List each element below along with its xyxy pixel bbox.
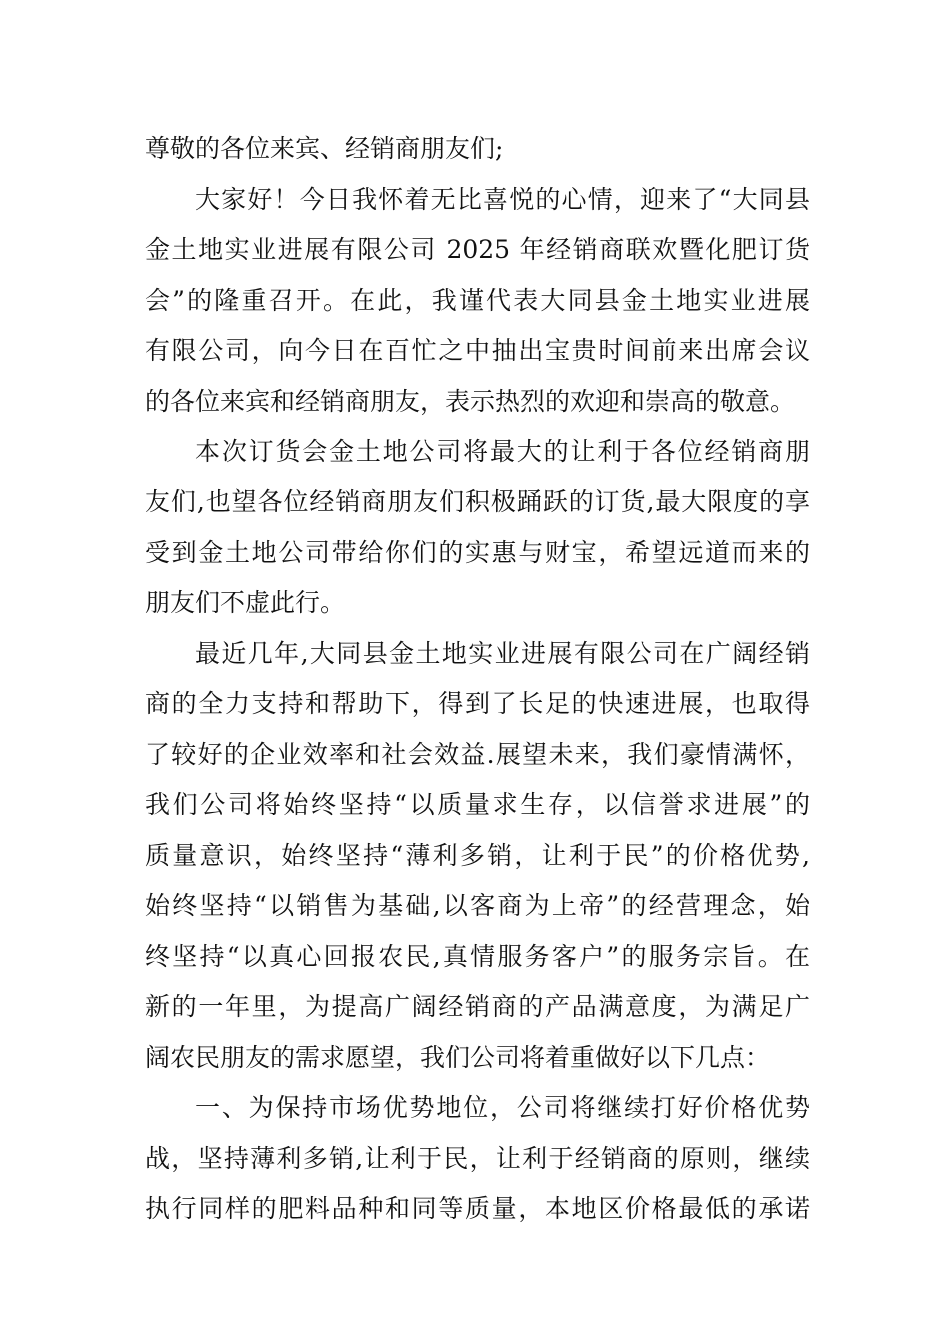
paragraph-3-line-1: 最近几年,大同县金土地实业进展有限公司在广阔经销 — [195, 639, 810, 668]
paragraph-2-line-4: 朋友们不虚此行。 — [145, 588, 346, 617]
paragraph-1-line-5: 的各位来宾和经销商朋友，表示热烈的欢迎和崇高的敬意。 — [145, 387, 796, 416]
paragraph-3-line-6: 始终坚持“以销售为基础,以客商为上帝”的经营理念，始 — [145, 891, 810, 920]
paragraph-4-line-2: 战，坚持薄利多销,让利于民，让利于经销商的原则，继续 — [145, 1144, 810, 1173]
paragraph-3-line-3: 了较好的企业效率和社会效益.展望未来，我们豪情满怀， — [145, 740, 810, 769]
paragraph-3-line-7: 终坚持“以真心回报农民,真情服务客户”的服务宗旨。在 — [145, 942, 810, 971]
paragraph-3-line-4: 我们公司将始终坚持“以质量求生存，以信誉求进展”的 — [145, 790, 810, 819]
paragraph-3-line-5: 质量意识，始终坚持“薄利多销，让利于民”的价格优势, — [145, 841, 810, 870]
paragraph-1-line-1: 大家好！今日我怀着无比喜悦的心情，迎来了“大同县 — [195, 185, 810, 214]
paragraph-3-line-9: 阔农民朋友的需求愿望，我们公司将着重做好以下几点： — [145, 1043, 771, 1072]
paragraph-2-line-2: 友们,也望各位经销商朋友们积极踊跃的订货,最大限度的享 — [145, 487, 810, 516]
paragraph-2-line-3: 受到金土地公司带给你们的实惠与财宝，希望远道而来的 — [145, 538, 810, 567]
paragraph-3-line-8: 新的一年里，为提高广阔经销商的产品满意度，为满足广 — [145, 992, 810, 1021]
paragraph-1-line-4: 有限公司，向今日在百忙之中抽出宝贵时间前来出席会议 — [145, 336, 810, 365]
paragraph-4-line-1: 一、为保持市场优势地位，公司将继续打好价格优势 — [195, 1093, 810, 1122]
paragraph-1-line-2: 金土地实业进展有限公司 2025 年经销商联欢暨化肥订货 — [145, 235, 810, 264]
paragraph-1-line-3: 会”的隆重召开。在此，我谨代表大同县金土地实业进展 — [145, 286, 810, 315]
paragraph-3-line-2: 商的全力支持和帮助下，得到了长足的快速进展，也取得 — [145, 689, 810, 718]
salutation-line: 尊敬的各位来宾、经销商朋友们; — [145, 134, 504, 163]
paragraph-4-line-3: 执行同样的肥料品种和同等质量，本地区价格最低的承诺 — [145, 1194, 810, 1223]
paragraph-2-line-1: 本次订货会金土地公司将最大的让利于各位经销商朋 — [195, 437, 810, 466]
